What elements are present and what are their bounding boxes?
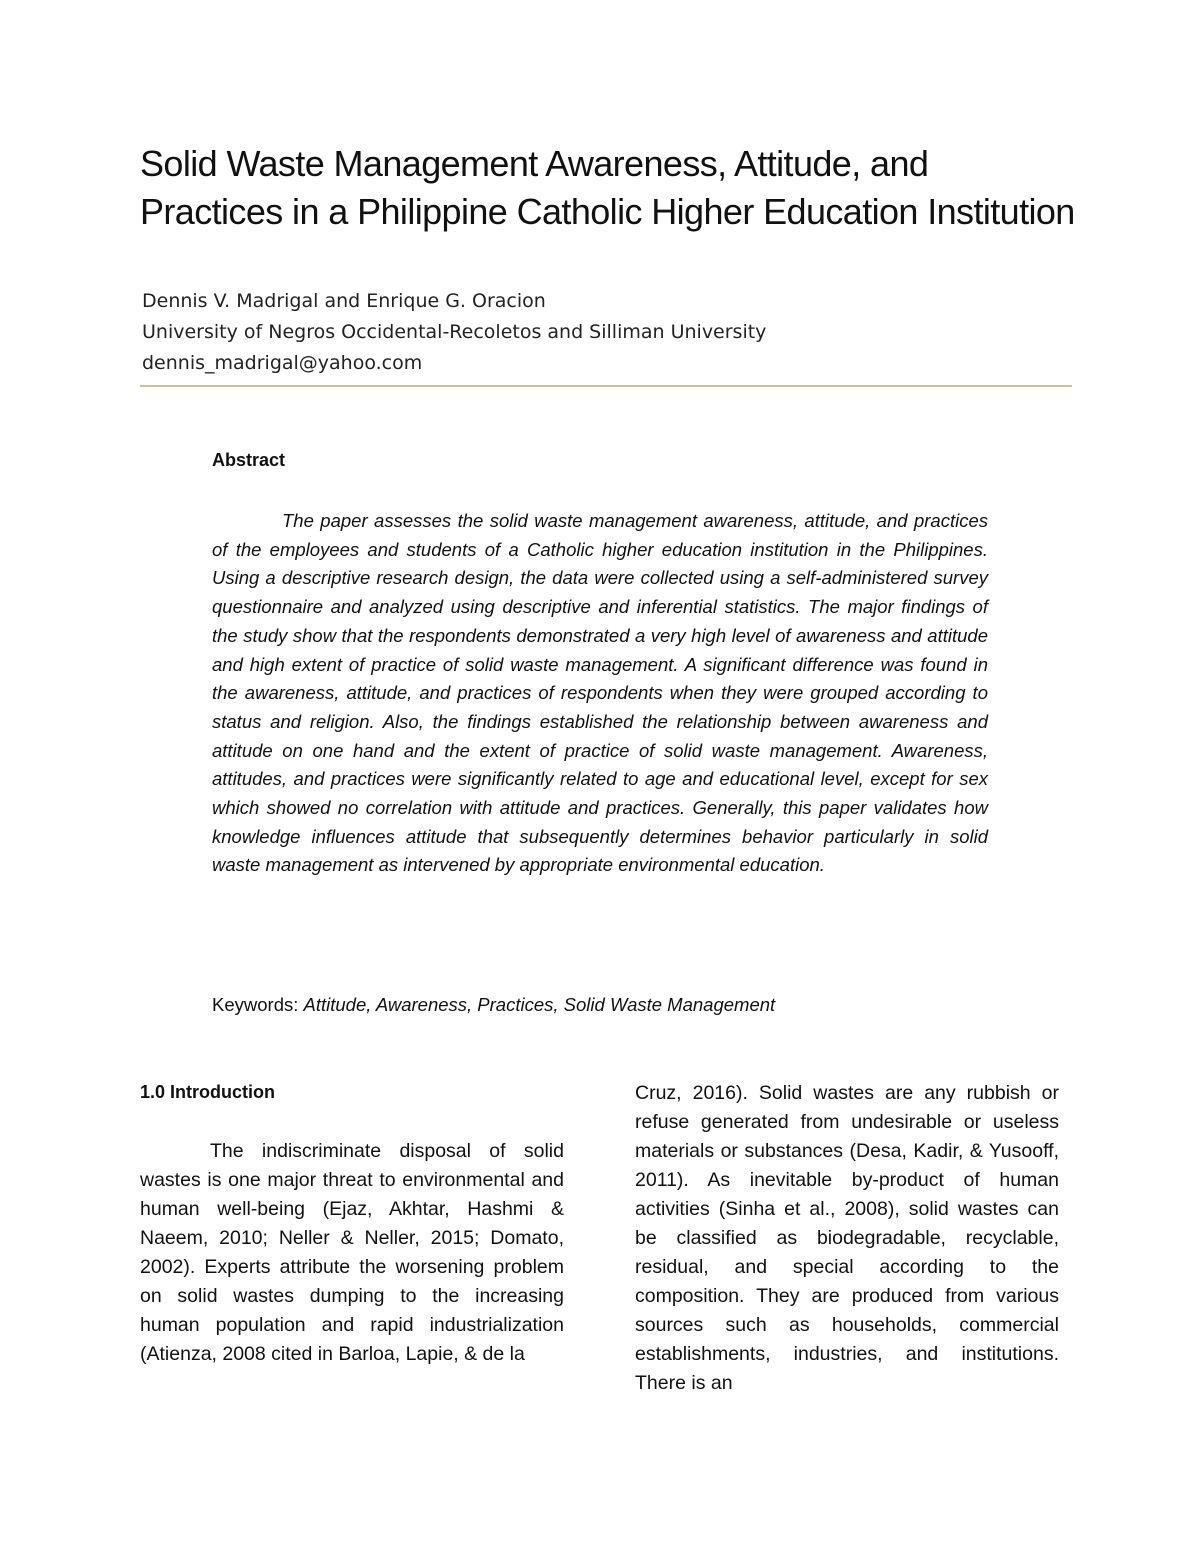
keywords-line bbox=[212, 994, 775, 1016]
authors: Dennis V. Madrigal and Enrique G. Oracion bbox=[142, 290, 546, 312]
keywords-label: Keywords: bbox=[212, 994, 299, 1015]
author-email: dennis_madrigal@yahoo.com bbox=[142, 352, 423, 374]
header-divider bbox=[140, 385, 1072, 387]
abstract-text: The paper assesses the solid waste management awareness, attitude, and practices of the employees and students of a Catholic higher education institution in the Philippines. Using a descriptive research design, the data were collected using a self-administered survey questionnaire and analyzed using descriptive and inferential statistics. The major findings of the study show that the respondents demonstrated a very high level of awareness and attitude and high extent of practice of solid waste management. A significant difference was found in the awareness, attitude, and practices of respondents when they were grouped according to status and religion. Also, the findings established the relationship between awareness and attitude on one hand and the extent of practice of solid waste management. Awareness, attitudes, and practices were significantly related to age and educational level, except for sex which showed no correlation with attitude and practices. Generally, this paper validates how knowledge influences attitude that subsequently determines behavior particularly in solid waste management as intervened by appropriate environmental education. bbox=[212, 510, 988, 876]
abstract-body bbox=[212, 507, 988, 880]
section-heading-introduction: 1.0 Introduction bbox=[140, 1082, 275, 1102]
introduction-left-text: The indiscriminate disposal of solid wastes is one major threat to environmental and human well-being (Ejaz, Akhtar, Hashmi & Naeem, 2010; Neller & Neller, 2015; Domato, 2002). Experts attribute the worsening problem on solid wastes dumping to the increasing human population and rapid industrialization (Atienza, 2008 cited in Barloa, Lapie, & de la bbox=[140, 1140, 564, 1365]
keywords-values: Attitude, Awareness, Practices, Solid Waste Management bbox=[303, 994, 776, 1015]
affiliation: University of Negros Occidental-Recoletos and Silliman University bbox=[142, 321, 767, 343]
abstract-heading: Abstract bbox=[212, 450, 286, 470]
introduction-column-left bbox=[140, 1137, 564, 1369]
introduction-column-right: Cruz, 2016). Solid wastes are any rubbish or refuse generated from undesirable or useless materials or substances (Desa, Kadir, & Yusooff, 2011). As inevitable by-product of human activities (Sinha et al., 2008), solid wastes can be classified as biodegradable, recyclable, residual, and special according to the composition. They are produced from various sources such as households, commercial establishments, industries, and institutions. There is an bbox=[635, 1082, 1059, 1394]
paper-title: Solid Waste Management Awareness, Attitude, and Practices in a Philippine Catholic Higher Education Institution bbox=[140, 143, 1075, 232]
byline bbox=[142, 286, 1042, 379]
